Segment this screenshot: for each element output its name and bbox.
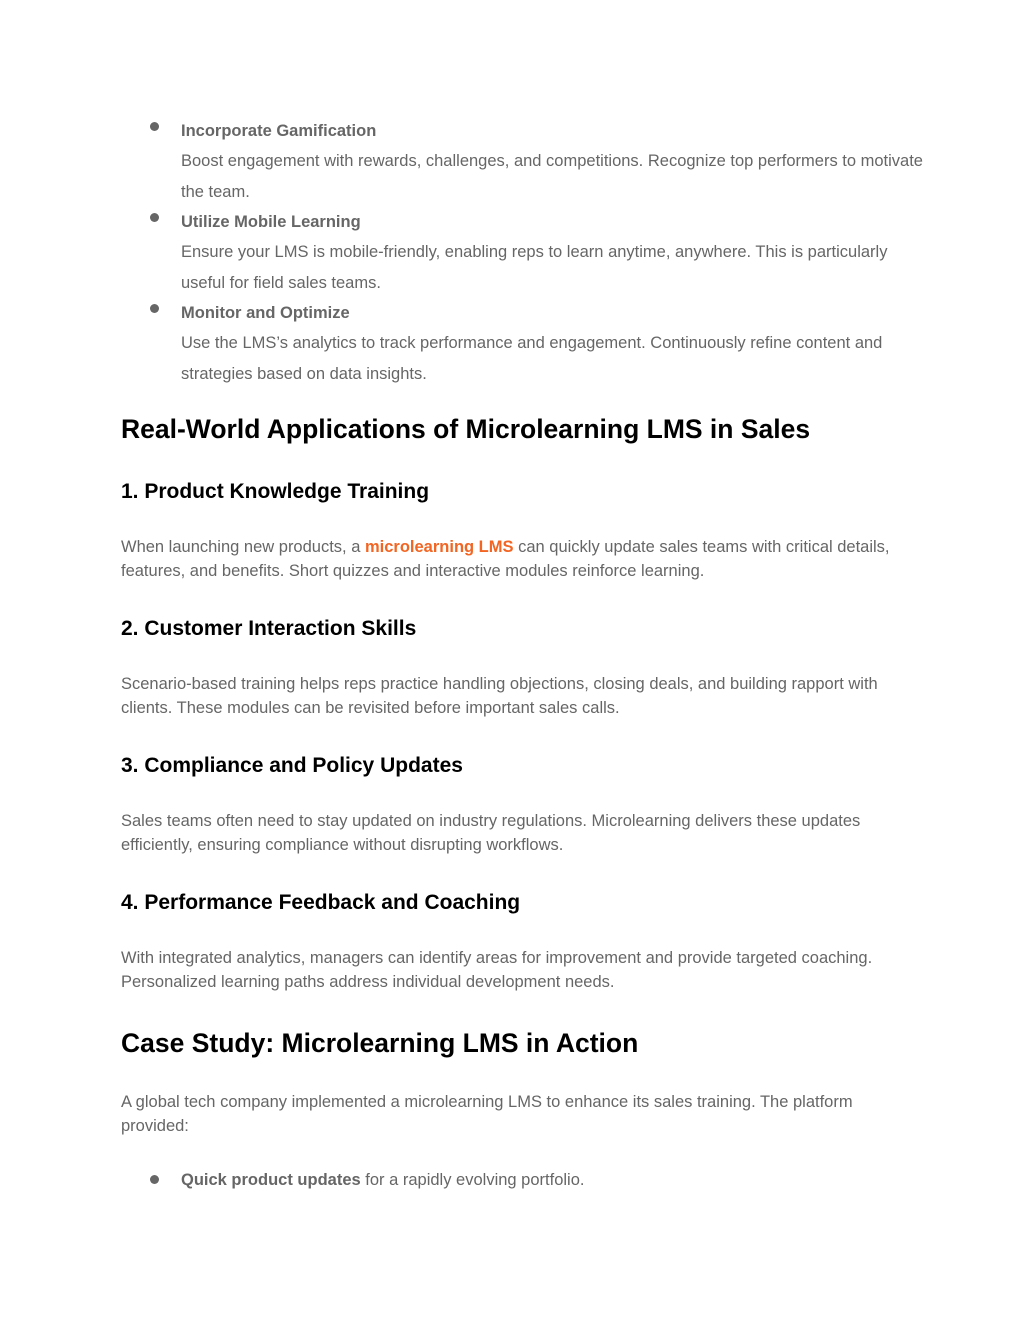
bullet-dot-icon	[150, 213, 159, 222]
subheading-customer-interaction: 2. Customer Interaction Skills	[121, 617, 417, 640]
bullet-dot-icon	[150, 304, 159, 313]
microlearning-lms-link[interactable]: microlearning LMS	[364, 538, 514, 556]
section-heading-applications: Real-World Applications of Microlearning LMS in Sales	[121, 414, 811, 444]
bullet-dot-icon	[150, 1175, 159, 1184]
bullet-title: Incorporate Gamification	[181, 122, 377, 140]
bullet-description: Ensure your LMS is mobile-friendly, enabling reps to learn anytime, anywhere. This is particularly useful for field sales teams.	[181, 243, 888, 292]
case-bullet-bold: Quick product updates	[181, 1171, 361, 1189]
subheading-product-knowledge: 1. Product Knowledge Training	[121, 480, 430, 503]
list-item	[0, 207, 1024, 298]
list-item	[0, 116, 1024, 207]
list-item	[0, 298, 1024, 389]
case-bullet-text	[181, 1168, 584, 1192]
bullet-title: Monitor and Optimize	[181, 304, 350, 322]
bullet-title: Utilize Mobile Learning	[181, 213, 361, 231]
paragraph-performance-feedback: With integrated analytics, managers can identify areas for improvement and provide targeted coaching. Personalized learning paths address individual development needs.	[121, 949, 873, 991]
case-bullet-rest: for a rapidly evolving portfolio.	[360, 1171, 585, 1189]
subheading-performance-feedback: 4. Performance Feedback and Coaching	[121, 891, 521, 914]
intro-bullet-list	[0, 116, 1024, 389]
paragraph-compliance: Sales teams often need to stay updated on industry regulations. Microlearning delivers these updates efficiently, ensuring compliance without disrupting workflows.	[121, 812, 861, 854]
bullet-dot-icon	[150, 122, 159, 131]
section-heading-case-study: Case Study: Microlearning LMS in Action	[121, 1028, 639, 1058]
paragraph-text: can quickly update sales teams with critical details, features, and benefits. Short quizzes and interactive modules reinforce learning.	[121, 538, 890, 580]
paragraph-product-knowledge	[121, 536, 911, 583]
paragraph-text: When launching new products, a	[121, 538, 365, 556]
subheading-compliance: 3. Compliance and Policy Updates	[121, 754, 463, 777]
bullet-description: Use the LMS’s analytics to track performance and engagement. Continuously refine content and strategies based on data insights.	[181, 334, 883, 383]
bullet-description: Boost engagement with rewards, challenges, and competitions. Recognize top performers to motivate the team.	[181, 152, 923, 201]
paragraph-customer-interaction: Scenario-based training helps reps practice handling objections, closing deals, and building rapport with clients. These modules can be revisited before important sales calls.	[121, 675, 878, 717]
paragraph-case-study-intro: A global tech company implemented a microlearning LMS to enhance its sales training. The platform provided:	[121, 1093, 853, 1135]
